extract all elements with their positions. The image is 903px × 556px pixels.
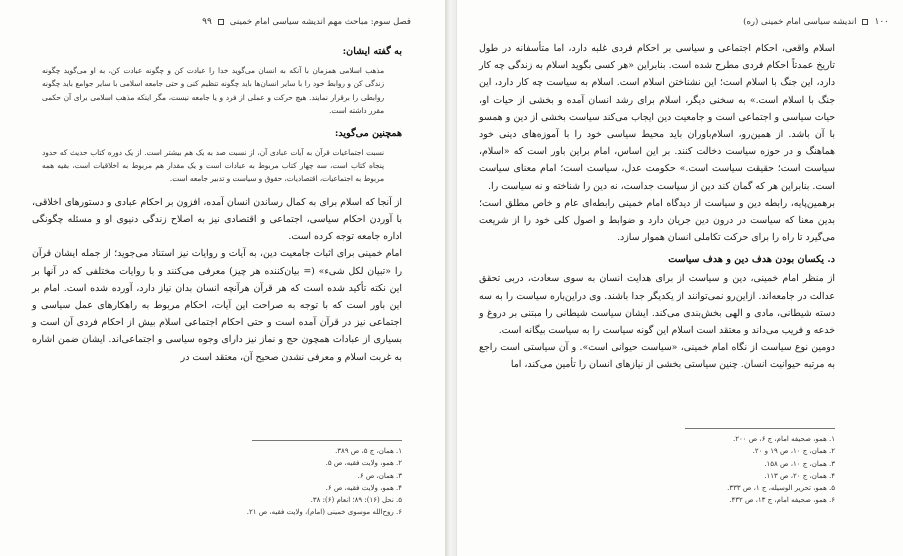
quote-block-2: نسبت اجتماعیات قرآن به آیات عبادی آن، از نسبت صد به یک هم بیشتر است. از یک دوره کتاب حدیث که حدود پنجاه کتاب است، سه چهار کتاب مربوط به عبادات است و یک مقدار هم مربوط به اخلاقیات است، بقیه همه مربوط به اجتماعیات، اقتصادیات، حقوق و سیاست و تدبیر جامعه است.	[42, 147, 384, 184]
right-page-number: ۱۰۰	[874, 17, 889, 27]
left-page-number: ۹۹	[202, 17, 212, 27]
paragraph-2: امام خمینی برای اثبات جامعیت دین، به آیات و روایات نیز استناد می‌جوید؛ از جمله ایشان قرآن را «تبیان لکل شیء» (= بیان‌کننده هر چیز) معرفی می‌کنند و با روایات مختلفی که در آنها بر این نکته تأکید شده است که هر قرآن هرآنچه انسان بدان نیاز دارد، آورده شده است. امام بر این باور است که با توجه به صراحت این آیات، احکام مربوط به راهکارهای عمل سیاسی و اجتماعی نیز در قرآن آمده است و حتی احکام اجتماعی اسلام بیش از احکام فردی آن است و بسیاری از عبادات همچون حج و نماز نیز دارای وجوه سیاسی و اجتماعی‌اند. ایشان ضمن اشاره به غربت اسلام و معرفی نشدن صحیح آن، معتقد است در	[32, 248, 402, 363]
square-ornament-icon	[218, 19, 224, 25]
right-footnotes	[479, 428, 835, 507]
intro-label: به گفته ایشان:	[342, 46, 402, 57]
footnote-divider	[685, 428, 835, 429]
footnote: ۱. همان، ج ۵، ص ۳۸۹.	[335, 447, 402, 455]
footnote: ۴. همان، ج ۲۰، ص ۱۱۳.	[764, 471, 835, 480]
footnote: ۵. نحل (۱۶): ۸۹؛ انعام (۶): ۳۸.	[310, 496, 402, 505]
footnote: ۳. همان، ج ۱۰، ص ۱۵۸.	[764, 459, 835, 468]
paragraph-1: از آنجا که اسلام برای به کمال رساندن انسان آمده، افزون بر احکام عبادی و دستورهای اخلاقی، با آوردن احکام سیاسی، اجتماعی و اقتصادی نیز به اصلاح زندگی دنیوی او و مسئله چگونگی اداره جامعه توجه کرده است.	[32, 196, 402, 243]
right-header-title: اندیشه سیاسی امام خمینی (ره)	[743, 17, 857, 27]
right-page-header	[743, 14, 889, 30]
footnote: ۶. همو، صحیفه امام، ج ۱۳، ص ۴۳۲.	[729, 496, 835, 505]
paragraph-3: از منظر امام خمینی، دین و سیاست از برای هدایت انسان به سوی سعادت، دربی تحقق عدالت در جامعه‌اند. ازاین‌رو نمی‌توانند از یکدیگر جدا باشند. وی دراین‌باره سیاست را به سه دسته شیطانی، مادی و الهی بخش‌بندی می‌کند. ایشان سیاست شیطانی را مبتنی بر دروغ و خدعه و فریب می‌داند و معتقد است اسلام این گونه سیاست را به سیاست بیگانه است.	[479, 273, 835, 337]
subheading: همچنین می‌گوید:	[334, 127, 402, 139]
section-heading: د. یکسان بودن هدف دین و هدف سیاست	[668, 254, 835, 266]
left-footnotes	[32, 440, 402, 519]
left-page-body	[32, 44, 402, 366]
left-header-title: فصل سوم: مباحث مهم اندیشه سیاسی امام خمینی	[229, 17, 411, 27]
paragraph-2: برهمین‌پایه، رابطه دین و سیاست از دیدگاه امام خمینی رابطه‌ای عام و خاص مطلق است؛ بدین معنا که سیاست در درون دین جریان دارد و ضوابط و اصول کلی خود را از شریعت می‌گیرد تا راه را برای حرکت تکاملی انسان هموار سازد.	[479, 197, 835, 244]
left-page-header	[202, 14, 411, 30]
square-ornament-icon	[862, 19, 868, 25]
right-page-body	[479, 40, 835, 374]
footnote: ۲. همان، ج ۱۰، ص ۱۹ و ۲۰.	[752, 447, 835, 456]
footnote: ۵. همو، تحریر الوسیله، ج ۱، ص ۳۳۳.	[727, 484, 835, 493]
paragraph-4: دومین نوع سیاست از نگاه امام خمینی، «سیاست حیوانی است». و آن سیاستی است راجع به مرتبه حیوانیت انسان. چنین سیاستی بخشی از نیازهای انسان را تأمین می‌کند، اما	[479, 342, 835, 371]
footnote: ۶. روح‌الله موسوی خمینی (امام)، ولایت فقیه، ص ۲۱.	[246, 508, 402, 517]
footnote: ۴. همو، ولایت فقیه، ص ۶.	[325, 483, 402, 492]
footnote: ۱. همو، صحیفه امام، ج ۶، ص ۲۰۰.	[732, 435, 835, 443]
paragraph-1: اسلام واقعی، احکام اجتماعی و سیاسی بر احکام فردی غلبه دارد، اما متأسفانه در طول تاریخ عمدتاً احکام فردی مطرح شده است. بنابراین «هر کسی بگوید اسلام به زندگی چه کار دارد، این جنگ با اسلام است؛ این نشناختن اسلام است. اسلام به سیاست چه کار دارد، این جنگ با اسلام است.» به سخنی دیگر، اسلام برای رشد انسان آمده و بخشی از حیات او، حیات سیاسی و اجتماعی است و جامعیت دین ایجاب می‌کند سیاست بخشی از دین و همسو با آن باشد. از همین‌رو، اسلام‌باوران باید محیط سیاسی خود را با آموزه‌های دینی خود هماهنگ و در حوزه سیاست دخالت کنند. بر این اساس، امام براین باور است که «اسلام، سیاست است؛ حقیقت سیاست است.» حکومت عدل، سیاست است؛ امام معنای سیاست است. بنابراین هر که گمان کند دین از سیاست جداست، نه دین را شناخته و نه سیاست را.	[479, 43, 835, 192]
quote-block-1: مذهب اسلامی همزمان با آنکه به انسان می‌گوید خدا را عبادت کن و چگونه عبادت کن، به او می‌گوید چگونه زندگی کن و روابط خود را با سایر انسان‌ها باید چگونه تنظیم کنی و حتی جامعه اسلامی با سایر جوامع باید چگونه روابطی را برقرار نمایند. هیچ حرکت و عملی از فرد و یا جامعه نیست، مگر اینکه مذهب اسلامی برای آن حکمی مقرر داشته است.	[42, 66, 384, 116]
right-page	[456, 0, 903, 556]
footnote-divider	[252, 440, 402, 441]
footnote: ۳. همان، ص ۶.	[357, 471, 402, 480]
left-page	[0, 0, 445, 556]
book-gutter	[445, 0, 456, 556]
footnote: ۲. همو، ولایت فقیه، ص ۵.	[325, 459, 402, 468]
